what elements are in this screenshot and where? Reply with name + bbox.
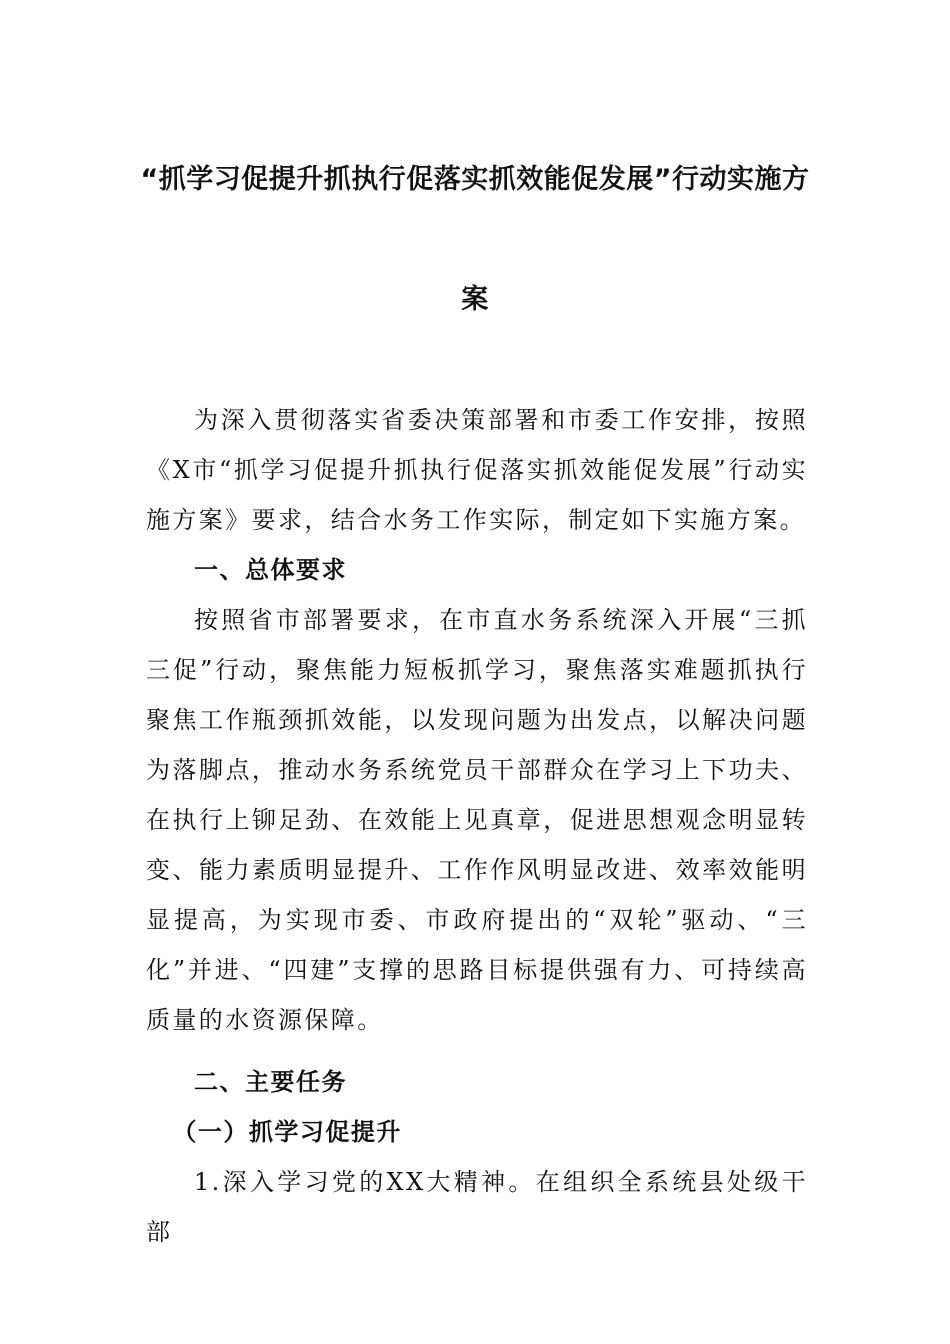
section-1-heading: 一、总体要求	[194, 556, 347, 584]
document-body	[146, 395, 808, 1257]
section-2-heading: 二、主要任务	[194, 1068, 347, 1096]
subsection-1-heading: （一）抓学习促提升	[172, 1118, 402, 1146]
item-1-paragraph: 1.深入学习党的XX大精神。在组织全系统县处级干部	[146, 1168, 808, 1246]
section-1-paragraph: 按照省市部署要求，在市直水务系统深入开展“三抓三促”行动，聚焦能力短板抓学习，聚焦落实难题抓执行聚焦工作瓶颈抓效能，以发现问题为出发点，以解决问题为落脚点，推动水务系统党员干部群众在学习上下功夫、在执行上铆足劲、在效能上见真章，促进思想观念明显转变、能力素质明显提升、工作作风明显改进、效率效能明显提高，为实现市委、市政府提出的“双轮”驱动、“三化”并进、“四建”支撑的思路目标提供强有力、可持续高质量的水资源保障。	[146, 606, 808, 1034]
document-title-line-2: 案	[461, 284, 489, 315]
intro-paragraph: 为深入贯彻落实省委决策部署和市委工作安排，按照《X市“抓学习促提升抓执行促落实抓效能促发展”行动实施方案》要求，结合水务工作实际，制定如下实施方案。	[146, 406, 808, 534]
document-title-line-1: “抓学习促提升抓执行促落实抓效能促发展”行动实施方	[140, 164, 810, 195]
